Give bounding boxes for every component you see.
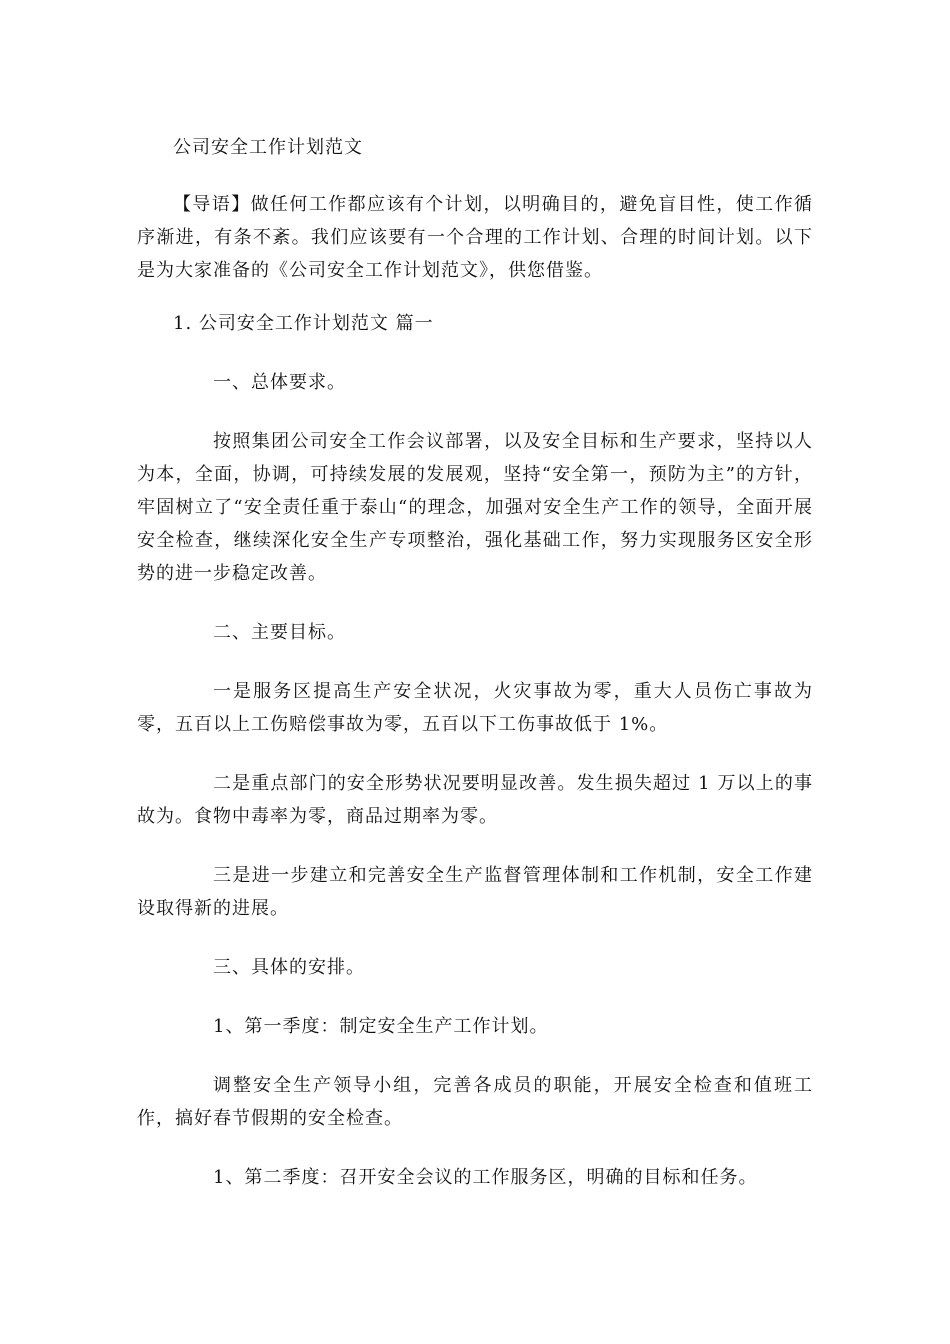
paragraph-goal-1: 一是服务区提高生产安全状况，火灾事故为零，重大人员伤亡事故为零，五百以上工伤赔偿事故为零，五百以下工伤事故低于 1%。	[137, 681, 813, 735]
section-heading: 1. 公司安全工作计划范文 篇一	[173, 313, 434, 334]
paragraph-first-quarter: 调整安全生产领导小组，完善各成员的职能，开展安全检查和值班工作，搞好春节假期的安全检查。	[137, 1075, 813, 1129]
document-body	[137, 131, 813, 1220]
heading-general-requirements: 一、总体要求。	[213, 372, 346, 393]
item-first-quarter: 1、第一季度：制定安全生产工作计划。	[213, 1016, 549, 1037]
paragraph-goal-2: 二是重点部门的安全形势状况要明显改善。发生损失超过 1 万以上的事故为。食物中毒率为零，商品过期率为零。	[137, 773, 813, 827]
paragraph-goal-3: 三是进一步建立和完善安全生产监督管理体制和工作机制，安全工作建设取得新的进展。	[137, 865, 813, 919]
item-second-quarter: 1、第二季度：召开安全会议的工作服务区，明确的目标和任务。	[213, 1167, 758, 1188]
paragraph-general-requirements: 按照集团公司安全工作会议部署，以及安全目标和生产要求，坚持以人为本，全面，协调，可持续发展的发展观，坚持“安全第一，预防为主”的方针，牢固树立了“安全责任重于泰山“的理念，加强对安全生产工作的领导，全面开展安全检查，继续深化安全生产专项整治，强化基础工作，努力实现服务区安全形势的进一步稳定改善。	[137, 431, 813, 584]
heading-main-goals: 二、主要目标。	[213, 622, 346, 643]
document-title: 公司安全工作计划范文	[173, 137, 363, 158]
intro-paragraph: 【导语】做任何工作都应该有个计划，以明确目的，避免盲目性，使工作循序渐进，有条不紊。我们应该要有一个合理的工作计划、合理的时间计划。以下是为大家准备的《公司安全工作计划范文》，供您借鉴。	[137, 194, 813, 281]
heading-specific-arrangements: 三、具体的安排。	[213, 957, 365, 978]
